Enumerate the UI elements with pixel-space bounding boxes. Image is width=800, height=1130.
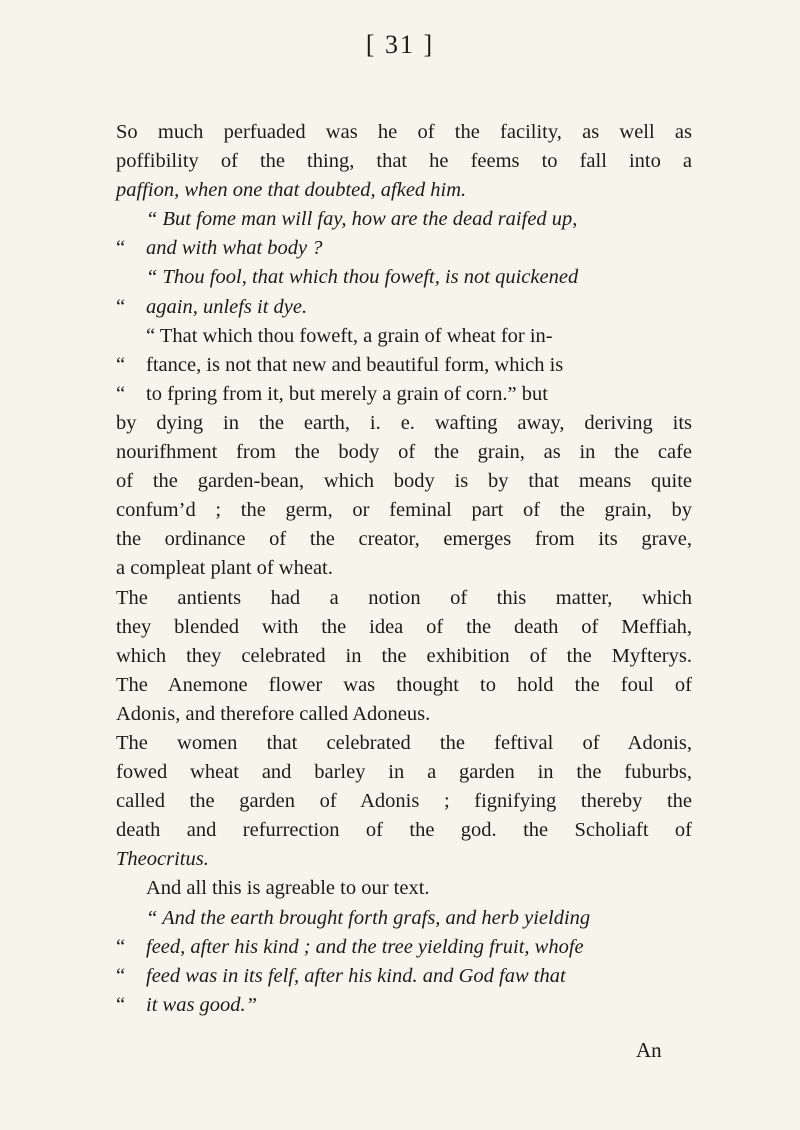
- text-line-content: ftance, is not that new and beautiful form, which is: [146, 353, 564, 376]
- text-line: [116, 176, 692, 205]
- text-line: “ That which thou foweft, a grain of wheat for in-: [146, 324, 553, 347]
- text-line-content: feed, after his kind ; and the tree yielding fruit, whofe: [146, 935, 584, 958]
- quote-mark: “: [116, 353, 126, 376]
- text-line: [116, 351, 692, 380]
- text-line: Adonis, and therefore called Adoneus.: [116, 702, 431, 725]
- text-line: The Anemone flower was thought to hold the foul of: [116, 673, 692, 696]
- text-line-content: and with what body ?: [146, 237, 323, 260]
- text-line: [116, 962, 692, 991]
- text-line: [116, 380, 692, 409]
- text-line: “ But fome man will fay, how are the dead raifed up,: [146, 208, 578, 231]
- text-line: poffibility of the thing, that he feems to fall into a: [116, 150, 692, 173]
- body-text: [116, 118, 692, 1020]
- text-line: “ Thou fool, that which thou foweft, is not quickened: [146, 266, 579, 289]
- text-line: the ordinance of the creator, emerges from its grave,: [116, 528, 692, 551]
- text-line: fowed wheat and barley in a garden in the fuburbs,: [116, 761, 692, 784]
- text-line: confum’d ; the germ, or feminal part of the grain, by: [116, 499, 692, 522]
- quote-mark: “: [116, 993, 126, 1016]
- text-line: nourifhment from the body of the grain, as in the cafe: [116, 441, 692, 464]
- text-line: a compleat plant of wheat.: [116, 557, 333, 580]
- text-line: So much perfuaded was he of the facility, as well as: [116, 121, 692, 143]
- text-line-content: to fpring from it, but merely a grain of corn.” but: [146, 382, 548, 405]
- quote-mark: “: [116, 935, 126, 958]
- quote-mark: “: [116, 295, 126, 318]
- text-line-content: it was good.”: [146, 993, 258, 1016]
- text-line-content: again, unlefs it dye.: [146, 295, 308, 318]
- quote-mark: “: [116, 382, 126, 405]
- quote-mark: “: [116, 237, 126, 260]
- text-line: The antients had a notion of this matter, which: [116, 586, 692, 609]
- text-line: And all this is agreable to our text.: [146, 877, 430, 900]
- catchword: An: [636, 1038, 662, 1062]
- quote-mark: “: [116, 964, 126, 987]
- text-line-content: paffion, when one that doubted, afked him.: [116, 179, 467, 202]
- text-line: The women that celebrated the feftival of Adonis,: [116, 731, 692, 754]
- text-line: of the garden-bean, which body is by that means quite: [116, 470, 692, 493]
- text-line: they blended with the idea of the death of Meffiah,: [116, 615, 692, 638]
- text-line: which they celebrated in the exhibition of the Myfterys.: [116, 644, 692, 667]
- text-line-content: feed was in its felf, after his kind. and God faw that: [146, 964, 566, 987]
- text-line: [116, 234, 692, 263]
- text-line: [116, 933, 692, 962]
- text-line: Theocritus.: [116, 848, 209, 871]
- text-line: death and refurrection of the god. the Scholiaft of: [116, 819, 692, 842]
- text-line: “ And the earth brought forth grafs, and herb yielding: [146, 906, 591, 929]
- text-line: [116, 293, 692, 322]
- text-line: called the garden of Adonis ; fignifying thereby the: [116, 790, 692, 813]
- text-line: [116, 991, 692, 1020]
- page-number: [ 31 ]: [365, 30, 435, 59]
- text-line: by dying in the earth, i. e. wafting away, deriving its: [116, 411, 692, 434]
